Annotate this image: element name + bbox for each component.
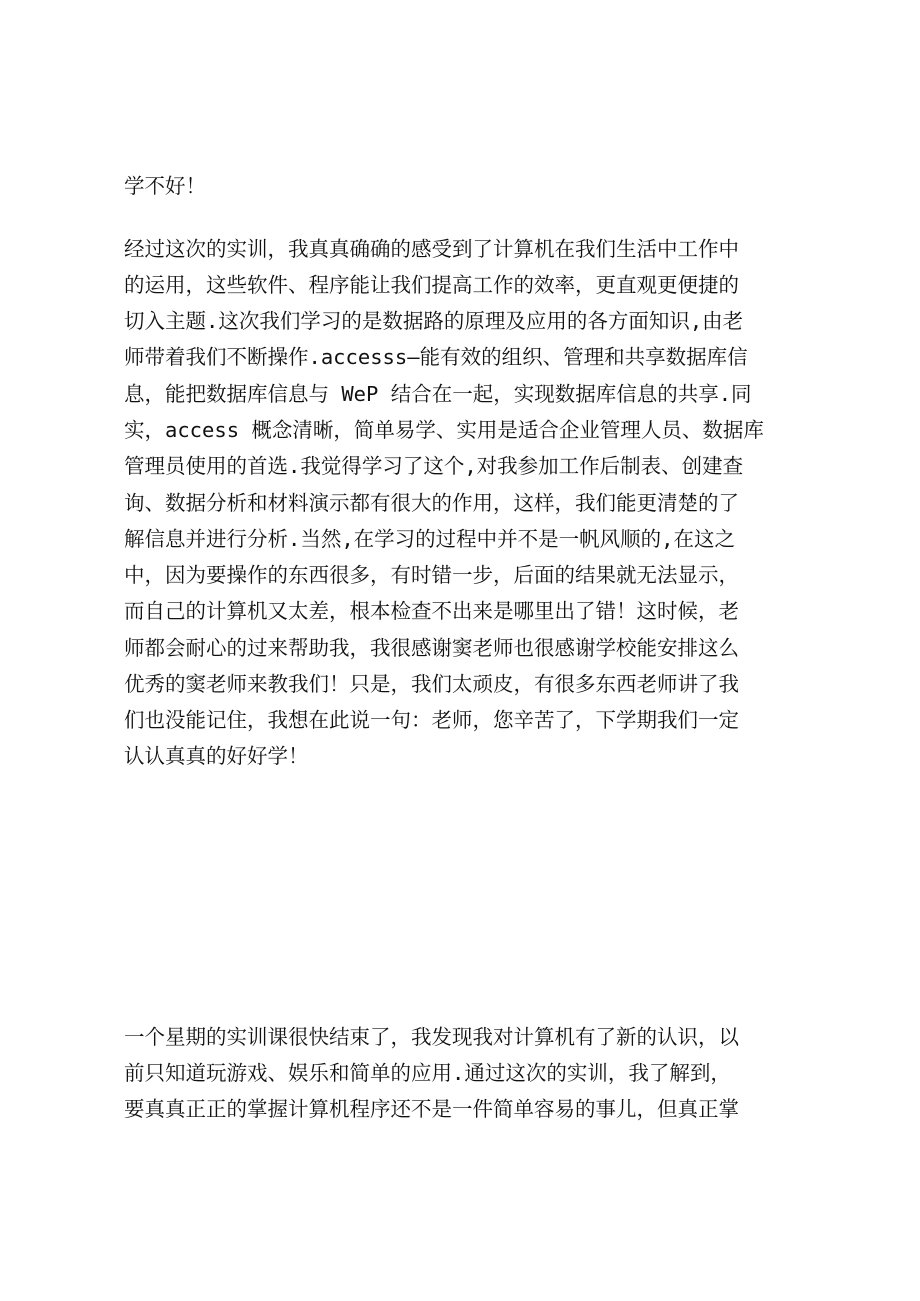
text-line bbox=[124, 852, 824, 880]
text-line: 认认真真的好好学！ bbox=[124, 744, 309, 768]
text-line bbox=[124, 780, 824, 808]
text-line: 而自己的计算机又太差，根本检查不出来是哪里出了错！这时候，老 bbox=[124, 599, 739, 623]
text-line: 一个星期的实训课很快结束了，我发现我对计算机有了新的认识，以 bbox=[124, 1025, 739, 1049]
text-line: 中，因为要操作的东西很多，有时错一步，后面的结果就无法显示， bbox=[124, 563, 739, 587]
text-line: 学不好！ bbox=[124, 174, 206, 198]
text-line bbox=[124, 961, 824, 989]
text-line bbox=[124, 816, 824, 844]
text-line: 经过这次的实训，我真真确确的感受到了计算机在我们生活中工作中 bbox=[124, 237, 739, 261]
text-line: 解信息并进行分析.当然,在学习的过程中并不是一帆风顺的,在这之 bbox=[124, 527, 736, 551]
text-line: 管理员使用的首选.我觉得学习了这个,对我参加工作后制表、创建查 bbox=[124, 454, 744, 478]
text-line: 前只知道玩游戏、娱乐和简单的应用.通过这次的实训，我了解到， bbox=[124, 1061, 731, 1085]
text-line: 们也没能记住，我想在此说一句：老师，您辛苦了，下学期我们一定 bbox=[124, 708, 739, 732]
text-line: 师带着我们不断操作.accesss—能有效的组织、管理和共享数据库信 bbox=[124, 345, 748, 369]
text-line bbox=[124, 889, 824, 917]
text-line: 优秀的窦老师来教我们！只是，我们太顽皮，有很多东西老师讲了我 bbox=[124, 672, 739, 696]
text-line: 切入主题.这次我们学习的是数据路的原理及应用的各方面知识,由老 bbox=[124, 309, 744, 333]
text-line: 实，access 概念清晰，简单易学、实用是适合企业管理人员、数据库 bbox=[124, 418, 764, 442]
text-line: 息，能把数据库信息与 WeP 结合在一起，实现数据库信息的共享.同 bbox=[124, 382, 752, 406]
text-line: 的运用，这些软件、程序能让我们提高工作的效率，更直观更便捷的 bbox=[124, 273, 739, 297]
text-line: 询、数据分析和材料演示都有很大的作用，这样，我们能更清楚的了 bbox=[124, 491, 739, 515]
text-line: 师都会耐心的过来帮助我，我很感谢窦老师也很感谢学校能安排这么 bbox=[124, 636, 739, 660]
text-line bbox=[124, 925, 824, 953]
text-line: 要真真正正的掌握计算机程序还不是一件简单容易的事儿，但真正掌 bbox=[124, 1097, 739, 1121]
